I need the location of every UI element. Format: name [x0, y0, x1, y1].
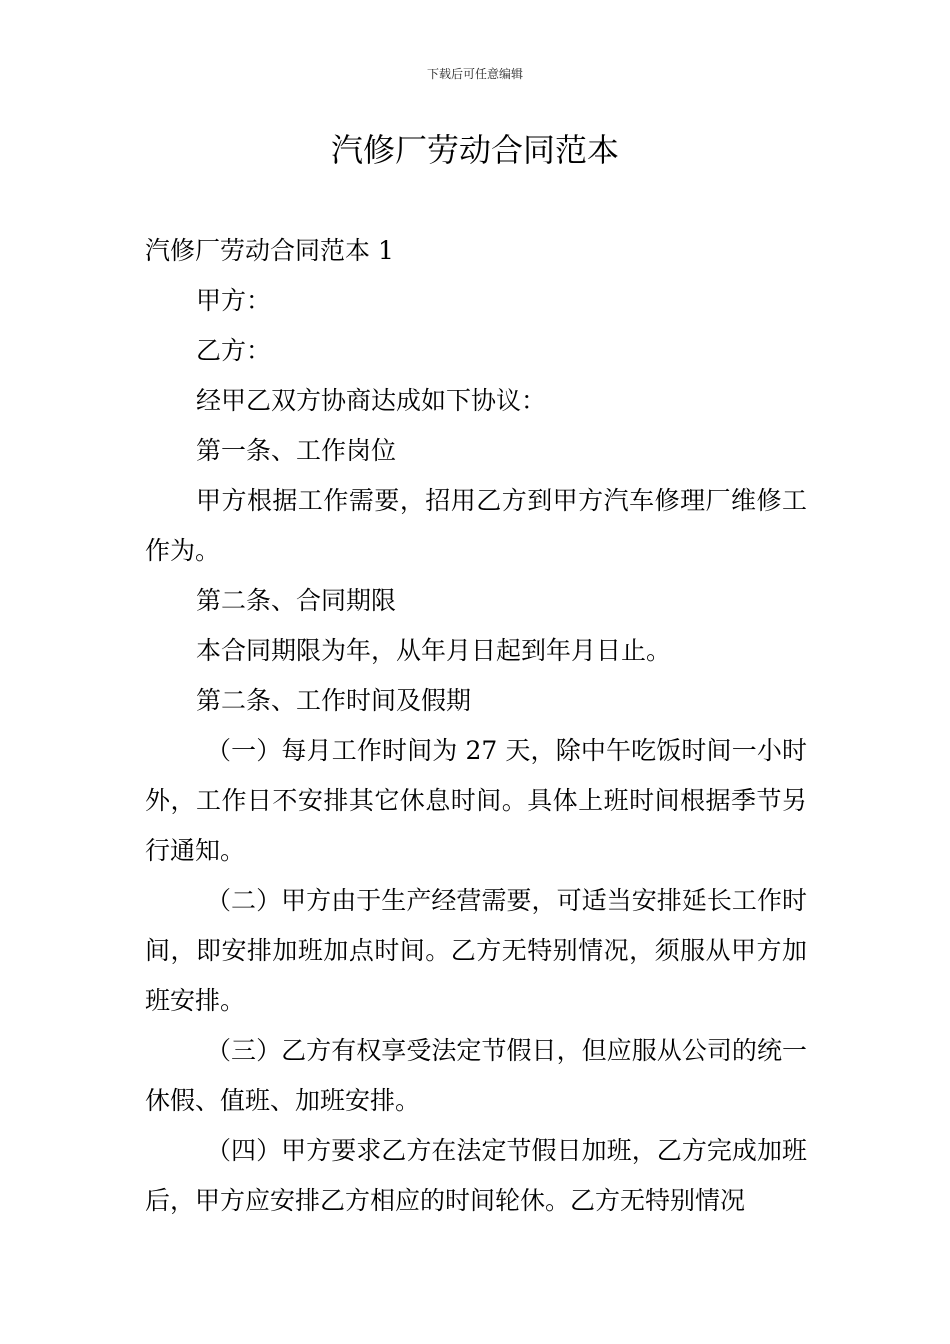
section-heading: 汽修厂劳动合同范本 1: [145, 236, 394, 265]
party-a-line: 甲方：: [196, 286, 272, 315]
article-2-text: 本合同期限为年，从年月日起到年月日止。: [196, 636, 672, 665]
clause-1-text: （一）每月工作时间为 27 天，除中午吃饭时间一小时外，工作日不安排其它休息时间。具体上班时间根据季节另行通知。: [145, 736, 807, 865]
clause-4-text: （四）甲方要求乙方在法定节假日加班，乙方完成加班后，甲方应安排乙方相应的时间轮休。乙方无特别情况: [145, 1136, 807, 1215]
document-body: [145, 226, 807, 1226]
article-1-text: 甲方根据工作需要，招用乙方到甲方汽车修理厂维修工作为。: [145, 486, 807, 565]
article-1-heading: 第一条、工作岗位: [196, 436, 397, 465]
clause-3-text: （三）乙方有权享受法定节假日，但应服从公司的统一休假、值班、加班安排。: [145, 1036, 807, 1115]
article-3-heading: 第二条、工作时间及假期: [196, 686, 472, 715]
article-2-heading: 第二条、合同期限: [196, 586, 397, 615]
party-b-line: 乙方：: [196, 336, 272, 365]
agreement-intro: 经甲乙双方协商达成如下协议：: [196, 386, 547, 415]
document-title: 汽修厂劳动合同范本: [330, 131, 619, 169]
header-note: 下载后可任意编辑: [426, 67, 523, 81]
clause-2-text: （二）甲方由于生产经营需要，可适当安排延长工作时间，即安排加班加点时间。乙方无特别情况，须服从甲方加班安排。: [145, 886, 807, 1015]
